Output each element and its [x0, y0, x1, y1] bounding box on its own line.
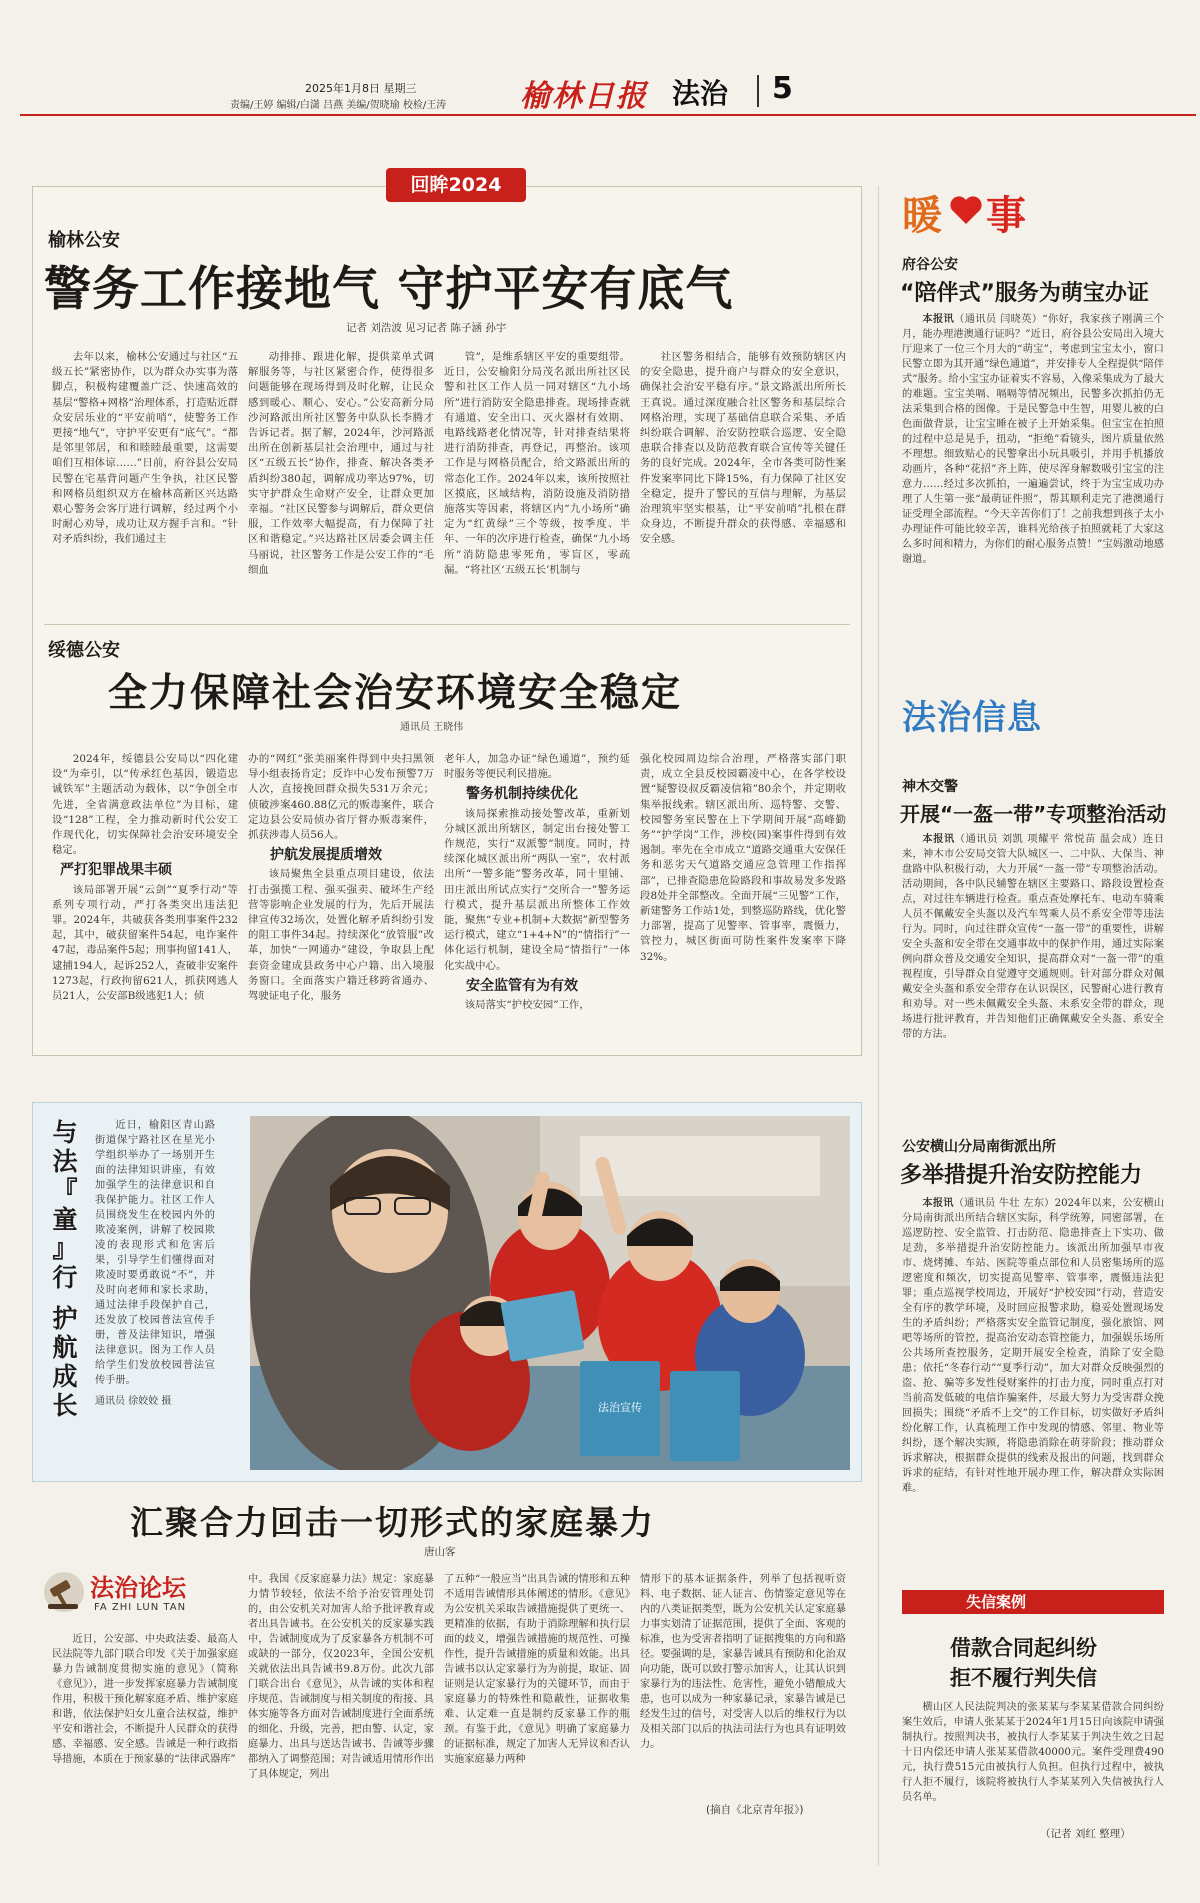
story1-kicker: 榆林公安 — [48, 230, 120, 251]
photo-story-title-char: 』 — [52, 1234, 78, 1263]
story2-byline: 通讯员 王晓伟 — [400, 722, 464, 733]
side2-lead-by: （通讯员 刘凯 项耀平 常悦苗 温会成） — [954, 834, 1144, 845]
side3-body-text: 2024年以来，公安横山分局南街派出所结合辖区实际，科学统筹，同密部署，在巡逻防控、安全监管、打击防范、隐患排查上下实功、做足劲，多举措提升治安防控能力。该派出所加强早市夜市、烧烤摊、车站、医院等重点部位和人员密集场所的巡逻密度和频次，切实提高见警率、管事率，震慑违法犯罪；重点巡视学校周边，开展好“护校安园”行动，营造安全有序的教学环境，及时回应报警求助，稳妥处置现场发生的矛盾纠纷；严格落实安全监管记制度，强化旅馆、网吧等场所的管控，提高治安动态管控能力，加强娱乐场所公共场所查控服务，定期开展安全检查，消除了安全隐患；依托“冬春行动”“夏季行动”，加大对群众反映强烈的盗、抢、骗等多发性侵财案件的打击力度，同时重点打对当前高发低破的电信诈骗案件，尽最大努力为受害群众挽回损失；围绕“矛盾不上交”的工作目标，切实做好矛盾纠纷化解工作，认真梳理工作中发现的情感、邻里、物业等纠纷，逐个解决实顾，将隐患消除在萌芽阶段；推动群众诉求解决，根据群众提供的线索及报出的问题，找到群众诉求的症结，有针对性地开展办理工作，解决群众实际困难。 — [902, 1198, 1164, 1494]
story2-subhead-2: 护航发展提质增效 — [270, 847, 382, 864]
photo-caption-text: 近日，榆阳区青山路街道保宁路社区在星光小学组织举办了一场别开生面的法律知识讲座，有效加强学生的法律意识和自我保护能力。社区工作人员围绕发生在校园内外的欺凌案例，讲解了校园欺凌的表现形式和危害后果，引导学生们懂得面对欺凌时要勇敢说“不”，并及时向老师和家长求助，通过法律手段保护自己，还发放了校园普法宣传手册，普及法律知识，增强法律意识。图为工作人员给学生们发放校园普法宣传手册。 — [95, 1120, 215, 1386]
column-col2-text: 中。我国《反家庭暴力法》规定：家庭暴力情节较轻，依法不给予治安管理处罚的，由公安机关对加害人给予批评教育或者出具告诫书。在公安机关的反家暴实践中，告诫制度成为了反家暴各方机制不可或缺的一部分，仅2023年，全国公安机关就依法出具告诫书9.8万份。此次九部门联合出台《意见》，从告诫的实体和程序规范、告诫制度与相关制度的衔接、具体实施等各方面对告诫制度进行全面系统的细化、升级，完善，把由警、认定，家庭暴力、出具与送达告诫书、告诫等步骤都纳入了调整范围；对告诫适用情形作出了具体规定，列出 — [248, 1574, 434, 1780]
photo-caption — [95, 1118, 215, 1472]
story2-col1-text: 2024年，绥德县公安局以“四化建设”为牵引，以“传承红色基因，锻造忠诚铁军”主题活动为载体，以“争创全市先进，全省满意政法单位”为目标，建设“128”工程，全力推动新时代公安工作现代化，切实保障社会治安环境安全稳定。 — [52, 753, 238, 857]
story2-col4 — [640, 752, 846, 1042]
review-banner-text: 回眸2024 — [410, 174, 502, 196]
photo-story-title-char: 与 — [52, 1118, 78, 1147]
column-logo-pinyin: FA ZHI LUN TAN — [94, 1602, 187, 1613]
column-col3 — [444, 1572, 630, 1816]
photo-story-title-char — [48, 1292, 82, 1304]
column-col4-text: 情形下的基本证据条件，列举了包括视听资料、电子数据、证人证言、伤情鉴定意见等在内的八类证据类型，既为公安机关认定家庭暴力事实划清了证据范围，提供了全面、客观的标准，也为受害者指明了证据搜集的方向和路径。要强调的是，家暴告诫具有预防和化治双向功能，既可以致打警示加害人，让其认识到家暴行为的违法性、危害性，避免小错酿成大患，也可以成为一种家暴记录，家暴告诫是已经发生过的信号，对受害人以后的维权行为以及相关部门以后的执法司法行为也具有证明效力。 — [640, 1574, 846, 1750]
column-logo-title: 法治论坛 — [90, 1574, 186, 1602]
side4-label — [902, 1590, 1164, 1614]
photo-story-title-char: 成 — [52, 1362, 78, 1391]
photo-story-title-char: 『 — [52, 1176, 78, 1205]
side4-body-text: 横山区人民法院判决的张某某与李某某借款合同纠纷案生效后，申请人张某某于2024年1月15日向该院申请强制执行。按照判决书，被执行人李某某于判决生效之日起十日内偿还申请人张某某借款40000元。案件受理费490元，执行费515元由被执行人负担。但执行过程中，被执行人拒不履行，该院将被执行人李某某列入失信被执行人员名单。 — [902, 1702, 1164, 1803]
story1-byline: 记者 刘浩波 见习记者 陈子涵 孙宇 — [346, 322, 507, 334]
side3-body — [902, 1196, 1164, 1556]
photo-story-title-char: 护 — [52, 1304, 78, 1333]
story1-col4-text: 社区警务相结合，能够有效预防辖区内的安全隐患，提升商户与群众的安全意识，确保社会治安平稳有序。”景文路派出所所长王真说。通过深度融合社区警务和基层综合网格治理，实现了基础信息联合采集、矛盾纠纷联合调解、治安防控联合巡逻、安全隐患联合排查以及防范教育联合宣传等关键任务的良好完成。2024年，全市各类可防性案件发案率同比下降15%，有力保障了社区安全稳定，提升了警民的互信与理解，为基层治理筑牢坚实根基，让“平安前哨”扎根在群众身边，不断提升群众的获得感、幸福感和安全感。 — [640, 351, 846, 546]
side2-kicker: 神木交警 — [902, 779, 958, 795]
story2-col2b-text: 该局聚焦全县重点项目建设，依法打击强揽工程、强买强卖、破坏生产经营等影响企业发展的行为，先后开展法律宣传32场次，处置化解矛盾纠纷引发的阻工事件34起。持续深化“放管服”改革，加快“一网通办”建设，争取县上配套资金建成县政务中心户籍、出入境服务窗口。全面落实户籍迁移跨省通办、驾驶证电子化，服务 — [248, 868, 434, 1003]
story2-col3 — [444, 752, 630, 1042]
story2-col3c-text: 该局落实“护校安园”工作， — [464, 999, 590, 1012]
story2-kicker: 绥德公安 — [48, 640, 120, 661]
column-logo — [42, 1564, 232, 1624]
masthead — [20, 66, 1196, 116]
masthead-editors: 责编/王婷 编辑/白潇 吕燕 美编/贺晓瑜 校检/王涛 — [230, 100, 447, 111]
side4-headline-line2: 拒不履行判失信 — [950, 1666, 1097, 1690]
story2-subhead-3: 警务机制持续优化 — [466, 786, 578, 803]
column-col4 — [640, 1572, 846, 1800]
photo-story-title-char: 童 — [52, 1205, 78, 1234]
side2-label — [902, 690, 1102, 746]
gavel-icon — [42, 1570, 86, 1614]
sidebar-divider — [878, 186, 879, 1866]
photo-story-title-char: 长 — [52, 1391, 78, 1420]
page-number: 5 — [772, 71, 793, 106]
section-name: 法治 — [672, 77, 729, 110]
story1-col3-text: 管”，是维系辖区平安的重要组带。近日，公安榆阳分局茂名派出所社区民警和社区工作人员一同对辖区“九小场所”进行消防安全隐患排查。现场排查就有通道、安全出口、灭火器材有效期、电路线路老化情况等，针对排查结果将进行消防排查，再登记，再整治。该项工作是与网格员配合，给文路派出所的常态化工作。2024年以来，该所按照社区摸底，区域结构，消防设施及消防措施落实等因素，将辖区内“九小场所”确定为“红黄绿”三个等级，按季度、半年、一年的次序进行检查，确保“九小场所”消防隐患零死角，零盲区，零疏漏。“将社区‘五级五长’机制与 — [444, 351, 630, 576]
story1-col3 — [444, 350, 630, 608]
column-col2 — [248, 1572, 434, 1816]
story2-col3-text: 老年人，加急办证“绿色通道”，预约延时服务等便民利民措施。 — [444, 753, 630, 781]
news-photo-illustration — [250, 1116, 850, 1470]
side2-lead: 本报讯 — [922, 833, 955, 845]
column-col3-text: 了五种“一般应当”出具告诫的情形和五种不适用告诫情形具体阐述的情形。《意见》为公安机关采取告诫措施提供了更统一、更精准的依据，有助于消除理解和执行层面的歧义，增强告诫措施的规范性、可操作性，提升告诫措施的质量和效能。出具告诫书以认定家暴行为为前提，取证、固证则是认定家暴行为的关键环节，而由于家庭暴力的特殊性和隐蔽性，证据收集难、认定难一直是制约反家暴工作的瓶颈。有鉴于此，《意见》明确了家庭暴力的证据标准，规定了加害人无异议和否认实施家庭暴力两种 — [444, 1574, 630, 1765]
side4-headline-line1: 借款合同起纠纷 — [950, 1636, 1097, 1660]
masthead-divider — [757, 75, 759, 107]
photo-story-title-chars — [48, 1118, 82, 1420]
side1-body-text: “你好，我家孩子刚满三个月，能办理港澳通行证吗？”近日，府谷县公安局出入境大厅迎来了一位三个月大的“萌宝”，考虑到宝宝太小，窗口民警立即为其开通“绿色通道”，并安排专人全程提供“陪伴式”服务。给小宝宝办证着实不容易，入像采集成为了最大的难题。宝宝美嗝、嗝嗝等情况频出，民警多次抓拍仍无法采集到合格的图像。于是民警急中生智，用婴儿被的白色面做背景，让宝宝睡在被子上开始采集。但宝宝在拍照的过程中总是晃手，扭动，“拒绝”看镜头，图片质量依然不理想。细致贴心的民警拿出小玩具吸引，并用手机播放动画片，各种“花招”齐上阵，使尽浑身解数吸引宝宝的注意力……经过多次抓拍，一遍遍尝试，终于为宝宝成功办理了人生第一张“最萌证件照”，帮其顺利走完了港澳通行证受理全部流程。“今天辛苦你们了！之前我想到孩子太小办理证件可能比较辛苦，谁料光给孩子拍照就耗了大家这么多时间和精力，为你们的耐心服务点赞！”宝妈激动地感谢道。 — [902, 314, 1164, 565]
side3-headline: 多举措提升治安防控能力 — [900, 1163, 1143, 1188]
side1-lead-by: （通讯员 闫晓英） — [954, 314, 1043, 325]
photo-credit: 通讯员 徐姣姣 摄 — [95, 1396, 172, 1407]
story2-col2 — [248, 752, 434, 1042]
story1-headline: 警务工作接地气 守护平安有底气 — [44, 262, 734, 317]
photo-story-title-char: 法 — [52, 1147, 78, 1176]
news-photo — [250, 1116, 850, 1470]
story2-col2-text: 办的“网红”张美丽案件得到中央扫黑领导小组表扬肯定；反诈中心发布预警7万人次，直接挽回群众损失531万余元；侦破涉案460.88亿元的贩毒案件，联合定边县公安局侦办省厅督办贩毒案件，抓获涉毒人员56人。 — [248, 753, 434, 842]
column-col1 — [52, 1632, 238, 1816]
side2-headline: 开展“一盔一带”专项整治活动 — [900, 802, 1167, 826]
side2-label-text: 法治信息 — [902, 698, 1042, 738]
story1-col4 — [640, 350, 846, 608]
side4-body — [902, 1700, 1164, 1816]
side1-kicker: 府谷公安 — [902, 257, 958, 273]
column-headline: 汇聚合力回击一切形式的家庭暴力 — [130, 1503, 655, 1542]
side3-kicker: 公安横山分局南街派出所 — [902, 1139, 1056, 1155]
story2-col3b-text: 该局探索推动接处警改革，重新划分城区派出所辖区，制定出台接处警工作规范，实行“双派警”制度。同时，持续深化城区派出所“两队一室”，农村派出所“一警多能”警务改革，同十里铺、田庄派出所试点实行“交所合一”警务运行模式，提升基层派出所整体工作效能，聚焦“专业+机制+大数据”新型警务运行模式，建立“1+4+N”的“情指行”一体化运行机制，建设全局“情指行”一体化实战中心。 — [444, 807, 630, 972]
side3-lead: 本报讯 — [922, 1197, 954, 1209]
story-divider — [44, 624, 850, 625]
heart-icon — [948, 192, 984, 228]
side4-label-text: 失信案例 — [966, 1593, 1027, 1611]
booklet-label: 法治宣传 — [598, 1401, 642, 1414]
side2-body-text: 连日来，神木市公安局交管大队城区一、二中队、大保当、神盘路中队积极行动，大力开展“一盔一带”专项整治活动。活动期间，各中队民辅警在辖区主要路口、路段设置检查点，对过往车辆进行检查。重点查处摩托车、电动车骑乘人员不佩戴安全头盔以及汽车驾乘人员不系安全带等违法行为。同时，向过往群众宣传“一盔一带”的重要性，讲解安全头盔和安全带在交通事故中的保护作用，通过实际案例向群众普及交通安全知识，提高群众对“一盔一带”的重视程度，引导群众自觉遵守交通规则。针对部分群众对佩戴安全头盔和系安全带存在认识误区，民警耐心进行教育和劝导。对一些未佩戴安全头盔、未系安全带的群众，现场进行批评教育，并告知他们正确佩戴安全头盔、系安全带的方法。 — [902, 834, 1164, 1040]
column-col1-text: 近日，公安部、中央政法委、最高人民法院等九部门联合印发《关于加强家庭暴力告诫制度贯彻实施的意见》（简称《意见》），进一步发挥家庭暴力告诫制度作用，积极干预化解家庭矛盾、维护家庭和谐，依法保护妇女儿童合法权益，维护平安和谐社会，不断提升人民群众的获得感、幸福感、安全感。告诫是一种行政指导措施，本质在于预家暴的“法律武器库” — [52, 1634, 238, 1765]
photo-story-title-char: 航 — [52, 1333, 78, 1362]
side1-label-char1: 暖 — [902, 193, 942, 239]
story2-col4-text: 强化校园周边综合治理，严格落实部门职责，成立全县反校园霸凌中心，在各学校设置“疑警设叔反霸凌信箱”80余个，并定期收集举报线索。辖区派出所、巡特警、交警、校园警务室民警在上下学期间开展“高峰勤务”“护学岗”工作，涉校(园)案事件得到有效遏制。率先在全市成立“道路交通重大安保任务和恶劣天气道路交通应急管理工作指挥部”，已排查隐患危险路段和事故易发多发路段8处并全部整改。全面开展“三见警”工作，新建警务工作站1处，到整巡防路线，优化警力部署，提高了见警率、管事率，震慑力，管控力，城区街面可防性案件发案率下降32%。 — [640, 753, 846, 963]
side4-credit: （记者 刘红 整理） — [1040, 1828, 1131, 1840]
paper-logo: 榆林日报 — [520, 79, 648, 114]
masthead-rule — [20, 114, 1196, 116]
column-source: (摘自《北京青年报》) — [706, 1804, 804, 1816]
photo-story-title-char: 行 — [52, 1263, 78, 1292]
story1-col1-text: 去年以来，榆林公安通过与社区“五级五长”紧密协作，以为群众办实事为落脚点，积极构建覆盖广泛、快速高效的基层“警格+网格”治理体系，打造贴近群众安居乐业的“平安前哨”，使警务工作更接“地气”，守护平安更有“底气”。“都是邻里邻居，和和睦睦最重要，这需要咱们互相体谅……”日前，府谷县公安局民警在宅基背问题产生争执，社区民警和网格员组织双方在榆林高新区兴达路艰心警务会客厅进行调解，经过两个小时耐心劝导，成功让双方握手言和。“针对矛盾纠纷，我们通过主 — [52, 351, 238, 546]
side1-label-char2: 事 — [986, 193, 1026, 239]
story1-col2-text: 动排排、跟进化解，提供菜单式调解服务等，与社区紧密合作，使得很多问题能够在现场得到及时化解，让民众感到暖心、顺心、安心。”公安高新分局沙河路派出所社区警务中队队长李腾才告诉记者。据了解，2024年，沙河路派出所在创新基层社会治理中，通过与社区“五级五长”协作，排查、解决各类矛盾纠纷380起，调解成功率达97%，切实守护群众生命财产安全，让群众更加幸福。“社区民警参与调解后，群众更信服，工作效率大幅提高，有力保障了社区和谐稳定。”兴达路社区居委会调主任马丽说，社区警务工作是公安工作的“毛细血 — [248, 351, 434, 576]
side1-headline: “陪伴式”服务为萌宝办证 — [900, 281, 1149, 306]
side1-lead: 本报讯 — [922, 313, 955, 325]
story2-col1 — [52, 752, 238, 1042]
story2-col1b-text: 该局部署开展“云剑”“夏季行动”等系列专项行动，严打各类突出违法犯罪。2024年，共破获各类刑事案件232起，其中，破获留案件54起，电诈案件47起，毒品案件5起；刑事拘留141人，逮捕194人，起诉252人，查破非安案件1273起，行政拘留621人，抓获网逃人员21人，公安部B级逃犯1人；侦 — [52, 883, 238, 1003]
side2-body — [902, 832, 1164, 1120]
column-author: 唐山客 — [424, 1546, 456, 1558]
photo-story-title — [48, 1118, 82, 1458]
side1-body — [902, 312, 1164, 660]
story2-subhead-4: 安全监管有为有效 — [466, 977, 578, 994]
story1-col2 — [248, 350, 434, 608]
side1-label — [902, 184, 1042, 240]
story2-headline: 全力保障社会治安环境安全稳定 — [108, 671, 683, 716]
story2-subhead-1: 严打犯罪战果丰硕 — [60, 862, 172, 879]
masthead-date: 2025年1月8日 星期三 — [305, 82, 417, 95]
story1-col1 — [52, 350, 238, 608]
review-banner — [386, 168, 526, 202]
side3-lead-by: （通讯员 牛壮 左东） — [953, 1198, 1055, 1209]
